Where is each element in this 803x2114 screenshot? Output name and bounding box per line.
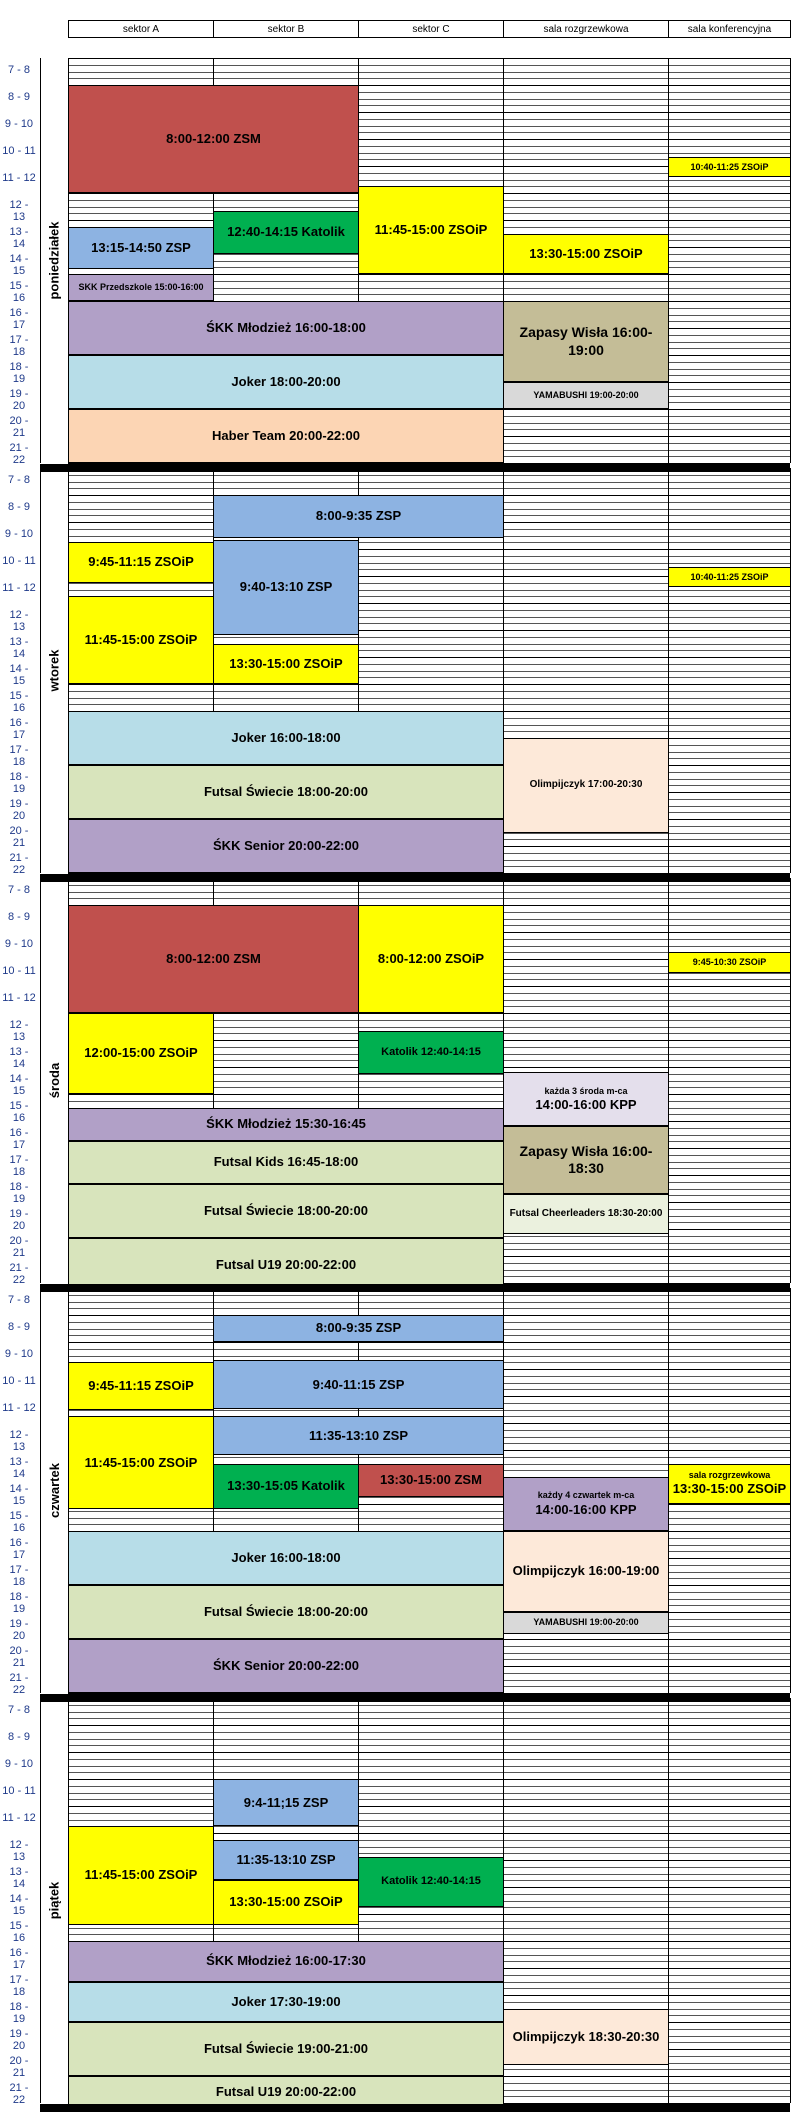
hour-label: 11 - 12 (2, 172, 36, 184)
schedule-block[interactable] (213, 540, 359, 635)
block-label: Futsal Świecie 18:00-20:00 (203, 783, 369, 799)
block-label: 11:45-15:00 ZSOiP (84, 1454, 198, 1470)
schedule-block[interactable] (68, 765, 504, 819)
day-frame (40, 58, 41, 463)
hour-label: 13 - 14 (9, 1456, 29, 1480)
schedule-block[interactable] (68, 596, 214, 684)
schedule-block[interactable] (668, 952, 791, 972)
hour-label: 12 - 13 (9, 199, 29, 223)
hour-label: 21 - 22 (9, 442, 29, 466)
hour-label: 19 - 20 (9, 798, 29, 822)
block-sublabel: 13:30-15:00 ZSOiP (672, 1481, 787, 1497)
hour-label: 9 - 10 (4, 528, 34, 540)
hour-label: 18 - 19 (9, 2001, 29, 2025)
schedule-block[interactable] (68, 1108, 504, 1142)
schedule-block[interactable] (68, 301, 504, 355)
hour-label: 13 - 14 (9, 1866, 29, 1890)
day-frame (40, 468, 41, 873)
column-header: sala konferencyjna (668, 20, 791, 38)
block-label: 9:45-11:15 ZSOiP (88, 554, 194, 570)
schedule-block[interactable] (213, 1779, 359, 1826)
day-label: wtorek (46, 649, 62, 692)
hour-label: 17 - 18 (9, 744, 29, 768)
block-label: Haber Team 20:00-22:00 (212, 427, 360, 443)
block-label: 9:40-11:15 ZSP (312, 1376, 405, 1392)
grid-line (68, 1725, 790, 1726)
hour-label: 17 - 18 (9, 1154, 29, 1178)
block-sublabel: 14:00-16:00 KPP (535, 1501, 637, 1517)
grid-line (68, 78, 790, 79)
block-label: YAMABUSHI 19:00-20:00 (533, 389, 639, 400)
day-frame (40, 1288, 41, 1693)
schedule-block[interactable] (213, 1360, 504, 1409)
block-label: 8:00-12:00 ZSM (166, 130, 261, 146)
block-label: ŚKK Senior 20:00-22:00 (213, 837, 359, 853)
hour-label: 16 - 17 (9, 1947, 29, 1971)
hour-label: 12 - 13 (9, 1839, 29, 1863)
schedule-block[interactable] (503, 1194, 669, 1235)
grid-line (68, 1739, 790, 1740)
schedule-block[interactable] (68, 1141, 504, 1184)
grid-line (68, 72, 790, 73)
block-label: YAMABUSHI 19:00-20:00 (533, 1617, 639, 1628)
hour-label: 15 - 16 (9, 1100, 29, 1124)
grid-line (68, 1101, 790, 1102)
block-label: 8:00-12:00 ZSOiP (377, 950, 485, 966)
hour-label: 8 - 9 (7, 911, 30, 923)
hour-label: 9 - 10 (4, 118, 34, 130)
grid-line (68, 885, 790, 886)
schedule-block[interactable] (213, 1315, 504, 1342)
column-divider (790, 468, 791, 873)
block-label: 9:4-11;15 ZSP (243, 1794, 329, 1810)
hour-label: 14 - 15 (9, 1893, 29, 1917)
block-label: Futsal U19 20:00-22:00 (215, 2084, 357, 2100)
block-label: Futsal U19 20:00-22:00 (215, 1256, 357, 1272)
schedule-block[interactable] (68, 1184, 504, 1238)
hour-label: 9 - 10 (4, 1348, 34, 1360)
grid-line (68, 1793, 790, 1794)
schedule-block[interactable] (503, 234, 669, 275)
hour-label: 17 - 18 (9, 1564, 29, 1588)
hour-label: 19 - 20 (9, 2028, 29, 2052)
block-label: 9:45-10:30 ZSOiP (692, 956, 767, 967)
column-header: sektor C (358, 20, 504, 38)
block-label: 9:40-13:10 ZSP (239, 579, 333, 595)
day-separator (40, 2104, 790, 2112)
block-label: 11:45-15:00 ZSOiP (84, 1867, 198, 1883)
grid-line (68, 1698, 790, 1699)
grid-line (68, 1745, 790, 1746)
grid-line (68, 691, 790, 692)
day-label: poniedziałek (46, 221, 62, 300)
hour-label: 14 - 15 (9, 253, 29, 277)
grid-line (68, 1752, 790, 1753)
block-label: sala rozgrzewkowa (688, 1470, 771, 1480)
block-label: Joker 16:00-18:00 (231, 729, 341, 745)
hour-label: 20 - 21 (9, 1645, 29, 1669)
schedule-block[interactable] (503, 1126, 669, 1194)
grid-line (68, 1295, 790, 1296)
block-label: Futsal Kids 16:45-18:00 (213, 1154, 359, 1170)
hour-label: 7 - 8 (7, 884, 30, 896)
hour-label: 8 - 9 (7, 1731, 30, 1743)
hour-label: 19 - 20 (9, 1208, 29, 1232)
schedule-block[interactable] (503, 301, 669, 382)
hour-label: 14 - 15 (9, 663, 29, 687)
grid-line (68, 1799, 790, 1800)
block-label: Olimpijczyk 17:00-20:30 (529, 779, 643, 790)
grid-line (68, 1511, 790, 1512)
grid-line (68, 468, 790, 469)
grid-line (68, 1356, 790, 1357)
hour-label: 20 - 21 (9, 2055, 29, 2079)
hour-label: 20 - 21 (9, 1235, 29, 1259)
block-label: Katolik 12:40-14:15 (381, 1045, 481, 1058)
hour-label: 16 - 17 (9, 1537, 29, 1561)
schedule-block[interactable] (358, 1464, 504, 1498)
grid-line (68, 1928, 790, 1929)
block-label: 12:00-15:00 ZSOiP (84, 1045, 198, 1061)
block-label: 10:40-11:25 ZSOiP (690, 161, 769, 172)
column-header: sala rozgrzewkowa (503, 20, 669, 38)
grid-line (68, 1759, 790, 1760)
block-label: 13:30-15:00 ZSM (380, 1472, 482, 1488)
block-label: 11:35-13:10 ZSP (236, 1851, 336, 1867)
hour-label: 17 - 18 (9, 1974, 29, 1998)
schedule-block[interactable] (68, 1531, 504, 1585)
hour-label: 7 - 8 (7, 1704, 30, 1716)
grid-line (68, 1705, 790, 1706)
grid-line (68, 1732, 790, 1733)
schedule-block[interactable] (68, 2022, 504, 2076)
grid-line (68, 1349, 790, 1350)
schedule-block[interactable] (358, 186, 504, 274)
hour-label: 20 - 21 (9, 825, 29, 849)
hour-label: 14 - 15 (9, 1073, 29, 1097)
block-label: Olimpijczyk 18:30-20:30 (512, 2028, 660, 2044)
block-label: 13:30-15:05 Katolik (227, 1478, 345, 1494)
schedule-block[interactable] (68, 819, 504, 873)
hour-label: 19 - 20 (9, 1618, 29, 1642)
hour-label: 13 - 14 (9, 1046, 29, 1070)
grid-line (68, 684, 790, 685)
grid-line (68, 1094, 790, 1095)
schedule-block[interactable] (503, 1072, 669, 1126)
schedule-block[interactable] (358, 1857, 504, 1907)
grid-line (68, 704, 790, 705)
schedule-block[interactable] (213, 1840, 359, 1881)
schedule-block[interactable] (358, 905, 504, 1013)
hour-label: 10 - 11 (2, 1375, 36, 1387)
hour-label: 7 - 8 (7, 1294, 30, 1306)
grid-line (68, 1518, 790, 1519)
column-divider (790, 58, 791, 463)
schedule-block[interactable] (213, 211, 359, 254)
column-header: sektor B (213, 20, 359, 38)
grid-line (68, 892, 790, 893)
hour-label: 9 - 10 (4, 1758, 34, 1770)
grid-line (68, 1302, 790, 1303)
block-label: ŚKK Senior 20:00-22:00 (213, 1657, 359, 1673)
block-label: 8:00-9:35 ZSP (315, 508, 402, 524)
hour-label: 16 - 17 (9, 1127, 29, 1151)
hour-label: 12 - 13 (9, 609, 29, 633)
hour-label: 10 - 11 (2, 555, 36, 567)
schedule-block[interactable] (68, 409, 504, 463)
block-label: Futsal Świecie 19:00-21:00 (203, 2040, 369, 2056)
block-label: 11:45-15:00 ZSOiP (374, 222, 488, 237)
schedule-block[interactable] (68, 1639, 504, 1693)
hour-label: 7 - 8 (7, 64, 30, 76)
hour-label: 11 - 12 (2, 1402, 36, 1414)
block-label: 13:30-15:00 ZSOiP (529, 245, 643, 261)
schedule-block[interactable] (68, 1416, 214, 1509)
day-label: piątek (46, 1881, 62, 1920)
hour-label: 12 - 13 (9, 1019, 29, 1043)
day-label: czwartek (46, 1463, 62, 1518)
hour-label: 8 - 9 (7, 91, 30, 103)
block-label: 12:40-14:15 Katolik (227, 224, 345, 240)
schedule-block[interactable] (668, 1464, 791, 1505)
hour-label: 8 - 9 (7, 501, 30, 513)
grid-line (68, 65, 790, 66)
schedule-block[interactable] (68, 1013, 214, 1094)
schedule-block[interactable] (213, 644, 359, 685)
hour-label: 18 - 19 (9, 1181, 29, 1205)
schedule-block[interactable] (503, 738, 669, 833)
schedule-block[interactable] (358, 1031, 504, 1074)
schedule-block[interactable] (503, 2009, 669, 2066)
hour-label: 11 - 12 (2, 1812, 36, 1824)
grid-line (68, 1342, 790, 1343)
schedule-block[interactable] (503, 382, 669, 409)
block-label: Joker 16:00-18:00 (231, 1549, 341, 1565)
grid-line (68, 1772, 790, 1773)
schedule-block[interactable] (68, 85, 359, 193)
hour-label: 19 - 20 (9, 388, 29, 412)
block-label: 8:00-9:35 ZSP (315, 1320, 402, 1336)
grid-line (68, 898, 790, 899)
hour-label: 18 - 19 (9, 771, 29, 795)
day-label: środa (46, 1062, 62, 1099)
hour-label: 21 - 22 (9, 1262, 29, 1286)
schedule-block[interactable] (68, 1826, 214, 1925)
block-label: Zapasy Wisła 16:00-18:30 (519, 1142, 653, 1177)
block-label: 13:30-15:00 ZSOiP (229, 655, 343, 671)
schedule-block[interactable] (213, 495, 504, 538)
schedule-block[interactable] (503, 1477, 669, 1531)
hour-label: 15 - 16 (9, 1920, 29, 1944)
hour-label: 10 - 11 (2, 145, 36, 157)
grid-line (68, 1288, 790, 1289)
block-label: Futsal Cheerleaders 18:30-20:00 (509, 1207, 663, 1219)
hour-label: 18 - 19 (9, 1591, 29, 1615)
block-label: 13:30-15:00 ZSOiP (229, 1894, 343, 1910)
block-label: SKK Przedszkole 15:00-16:00 (78, 281, 204, 292)
schedule-block[interactable] (68, 711, 504, 765)
grid-line (68, 590, 790, 591)
grid-line (68, 1786, 790, 1787)
schedule-block[interactable] (68, 542, 214, 583)
column-header: sektor A (68, 20, 214, 38)
block-label: Zapasy Wisła 16:00-19:00 (519, 324, 653, 358)
day-frame (40, 1698, 41, 2103)
schedule-block[interactable] (668, 567, 791, 587)
grid-line (68, 1712, 790, 1713)
grid-line (68, 1410, 790, 1411)
schedule-block[interactable] (503, 1531, 669, 1612)
schedule-block[interactable] (668, 157, 791, 177)
block-label: Futsal Świecie 18:00-20:00 (203, 1202, 369, 1218)
hour-label: 12 - 13 (9, 1429, 29, 1453)
hour-label: 13 - 14 (9, 636, 29, 660)
grid-line (68, 698, 790, 699)
grid-line (68, 878, 790, 879)
schedule-block[interactable] (68, 1982, 504, 2023)
grid-line (68, 475, 790, 476)
grid-line (68, 1806, 790, 1807)
hour-label: 7 - 8 (7, 474, 30, 486)
block-label: Joker 18:00-20:00 (231, 373, 341, 389)
grid-line (68, 1308, 790, 1309)
block-label: ŚKK Młodzież 16:00-18:00 (206, 319, 366, 335)
column-divider (790, 1698, 791, 2103)
block-label: 11:35-13:10 ZSP (308, 1427, 408, 1443)
grid-line (68, 1934, 790, 1935)
block-label: 11:45-15:00 ZSOiP (84, 632, 198, 647)
grid-line (68, 1524, 790, 1525)
schedule-block[interactable] (213, 1880, 359, 1925)
hour-label: 11 - 12 (2, 582, 36, 594)
grid-line (68, 1820, 790, 1821)
schedule-block[interactable] (68, 1585, 504, 1639)
block-label: Olimpijczyk 16:00-19:00 (512, 1563, 660, 1579)
hour-label: 21 - 22 (9, 2082, 29, 2106)
hour-label: 15 - 16 (9, 280, 29, 304)
schedule-block[interactable] (68, 227, 214, 270)
hour-label: 20 - 21 (9, 415, 29, 439)
block-label: 10:40-11:25 ZSOiP (690, 571, 769, 582)
grid-line (68, 488, 790, 489)
hour-label: 21 - 22 (9, 1672, 29, 1696)
hour-label: 14 - 15 (9, 1483, 29, 1507)
schedule-block[interactable] (213, 1416, 504, 1455)
schedule-block[interactable] (68, 1941, 504, 1982)
hour-label: 16 - 17 (9, 307, 29, 331)
schedule-block[interactable] (213, 1464, 359, 1510)
grid-line (68, 1766, 790, 1767)
schedule-block[interactable] (503, 1612, 669, 1634)
block-label: Futsal Świecie 18:00-20:00 (203, 1603, 369, 1619)
hour-label: 16 - 17 (9, 717, 29, 741)
hour-label: 10 - 11 (2, 965, 36, 977)
block-sublabel: 14:00-16:00 KPP (535, 1096, 637, 1112)
block-label: ŚKK Młodzież 15:30-16:45 (206, 1116, 366, 1132)
schedule-block[interactable] (68, 1362, 214, 1409)
hour-label: 13 - 14 (9, 226, 29, 250)
block-label: 8:00-12:00 ZSM (166, 950, 261, 966)
block-label: każdy 4 czwartek m-ca (537, 1490, 635, 1501)
hour-label: 18 - 19 (9, 361, 29, 385)
hour-label: 10 - 11 (2, 1785, 36, 1797)
grid-line (68, 1779, 790, 1780)
grid-line (68, 482, 790, 483)
day-frame (40, 878, 41, 1283)
column-divider (790, 878, 791, 1283)
block-label: ŚKK Młodzież 16:00-17:30 (206, 1953, 366, 1969)
schedule-block[interactable] (68, 274, 214, 301)
hour-label: 11 - 12 (2, 992, 36, 1004)
hour-label: 15 - 16 (9, 1510, 29, 1534)
grid-line (68, 1813, 790, 1814)
block-label: 9:45-11:15 ZSOiP (88, 1377, 194, 1393)
block-label: Joker 17:30-19:00 (231, 1993, 341, 2009)
schedule-block[interactable] (68, 905, 359, 1013)
hour-label: 17 - 18 (9, 334, 29, 358)
grid-line (68, 1718, 790, 1719)
hour-label: 9 - 10 (4, 938, 34, 950)
block-label: każda 3 środa m-ca (544, 1085, 628, 1096)
hour-label: 15 - 16 (9, 690, 29, 714)
schedule-block[interactable] (68, 355, 504, 409)
hour-label: 8 - 9 (7, 1321, 30, 1333)
grid-line (68, 58, 790, 59)
block-label: 13:15-14:50 ZSP (91, 239, 191, 255)
hour-label: 21 - 22 (9, 852, 29, 876)
block-label: Katolik 12:40-14:15 (381, 1875, 481, 1888)
